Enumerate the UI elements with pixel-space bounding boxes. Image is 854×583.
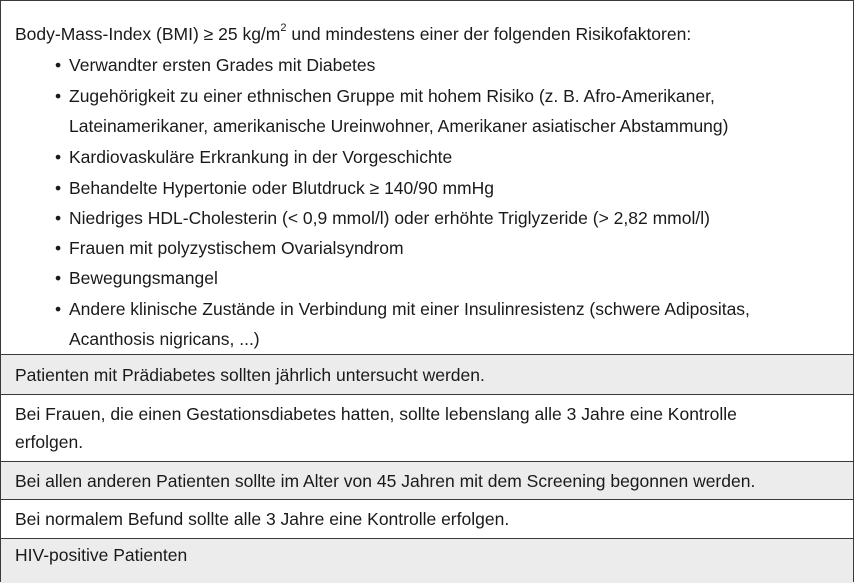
- risk-factor-item: Frauen mit polyzystischem Ovarialsyndrom: [69, 238, 404, 258]
- row-hiv-positive: [1, 539, 853, 583]
- risk-factor-item: Kardiovaskuläre Erkrankung in der Vorgeschichte: [69, 147, 453, 167]
- bullet-marker: •: [55, 55, 62, 75]
- risk-factor-item: Verwandter ersten Grades mit Diabetes: [69, 55, 376, 75]
- bullet-marker: •: [55, 86, 62, 106]
- bullet-marker: •: [55, 299, 62, 319]
- gestational-diabetes-text-continuation: erfolgen.: [15, 432, 84, 452]
- bullet-marker: •: [55, 238, 62, 258]
- risk-factor-item: Bewegungsmangel: [69, 268, 218, 288]
- row-bmi-risk-factors: [1, 1, 853, 355]
- row-prediabetes: [1, 355, 853, 395]
- risk-factor-item-continuation: Lateinamerikaner, amerikanische Ureinwohner, Amerikaner asiatischer Abstammung): [69, 116, 729, 136]
- risk-factor-item: Zugehörigkeit zu einer ethnischen Gruppe mit hohem Risiko (z. B. Afro-Amerikaner,: [69, 86, 715, 106]
- risk-factor-item: Andere klinische Zustände in Verbindung mit einer Insulinresistenz (schwere Adipositas,: [69, 299, 750, 319]
- hiv-positive-text: HIV-positive Patienten: [15, 545, 188, 565]
- bmi-intro-superscript: 2: [280, 22, 287, 35]
- row-screening-age: [1, 462, 853, 500]
- gestational-diabetes-text: Bei Frauen, die einen Gestationsdiabetes hatten, sollte lebenslang alle 3 Jahre eine Kontrolle: [15, 404, 737, 424]
- risk-factor-item: Niedriges HDL-Cholesterin (< 0,9 mmol/l) oder erhöhte Triglyzeride (> 2,82 mmol/l): [69, 208, 710, 228]
- risk-factor-item-continuation: Acanthosis nigricans, ...): [69, 329, 260, 349]
- bmi-criterion-intro: [15, 23, 691, 45]
- screening-age-text: Bei allen anderen Patienten sollte im Alter von 45 Jahren mit dem Screening begonnen werden.: [15, 471, 756, 491]
- row-normal-findings: [1, 500, 853, 539]
- bullet-marker: •: [55, 147, 62, 167]
- row-gestational-diabetes: [1, 395, 853, 462]
- normal-findings-text: Bei normalem Befund sollte alle 3 Jahre eine Kontrolle erfolgen.: [15, 509, 510, 529]
- bmi-intro-prefix: Body-Mass-Index (BMI) ≥ 25 kg/m: [15, 24, 281, 44]
- bmi-intro-suffix: und mindestens einer der folgenden Risikofaktoren:: [286, 24, 692, 44]
- bullet-marker: •: [55, 178, 62, 198]
- bullet-marker: •: [55, 208, 62, 228]
- prediabetes-text: Patienten mit Prädiabetes sollten jährlich untersucht werden.: [15, 365, 485, 385]
- risk-factor-item: Behandelte Hypertonie oder Blutdruck ≥ 140/90 mmHg: [69, 178, 494, 198]
- bullet-marker: •: [55, 268, 62, 288]
